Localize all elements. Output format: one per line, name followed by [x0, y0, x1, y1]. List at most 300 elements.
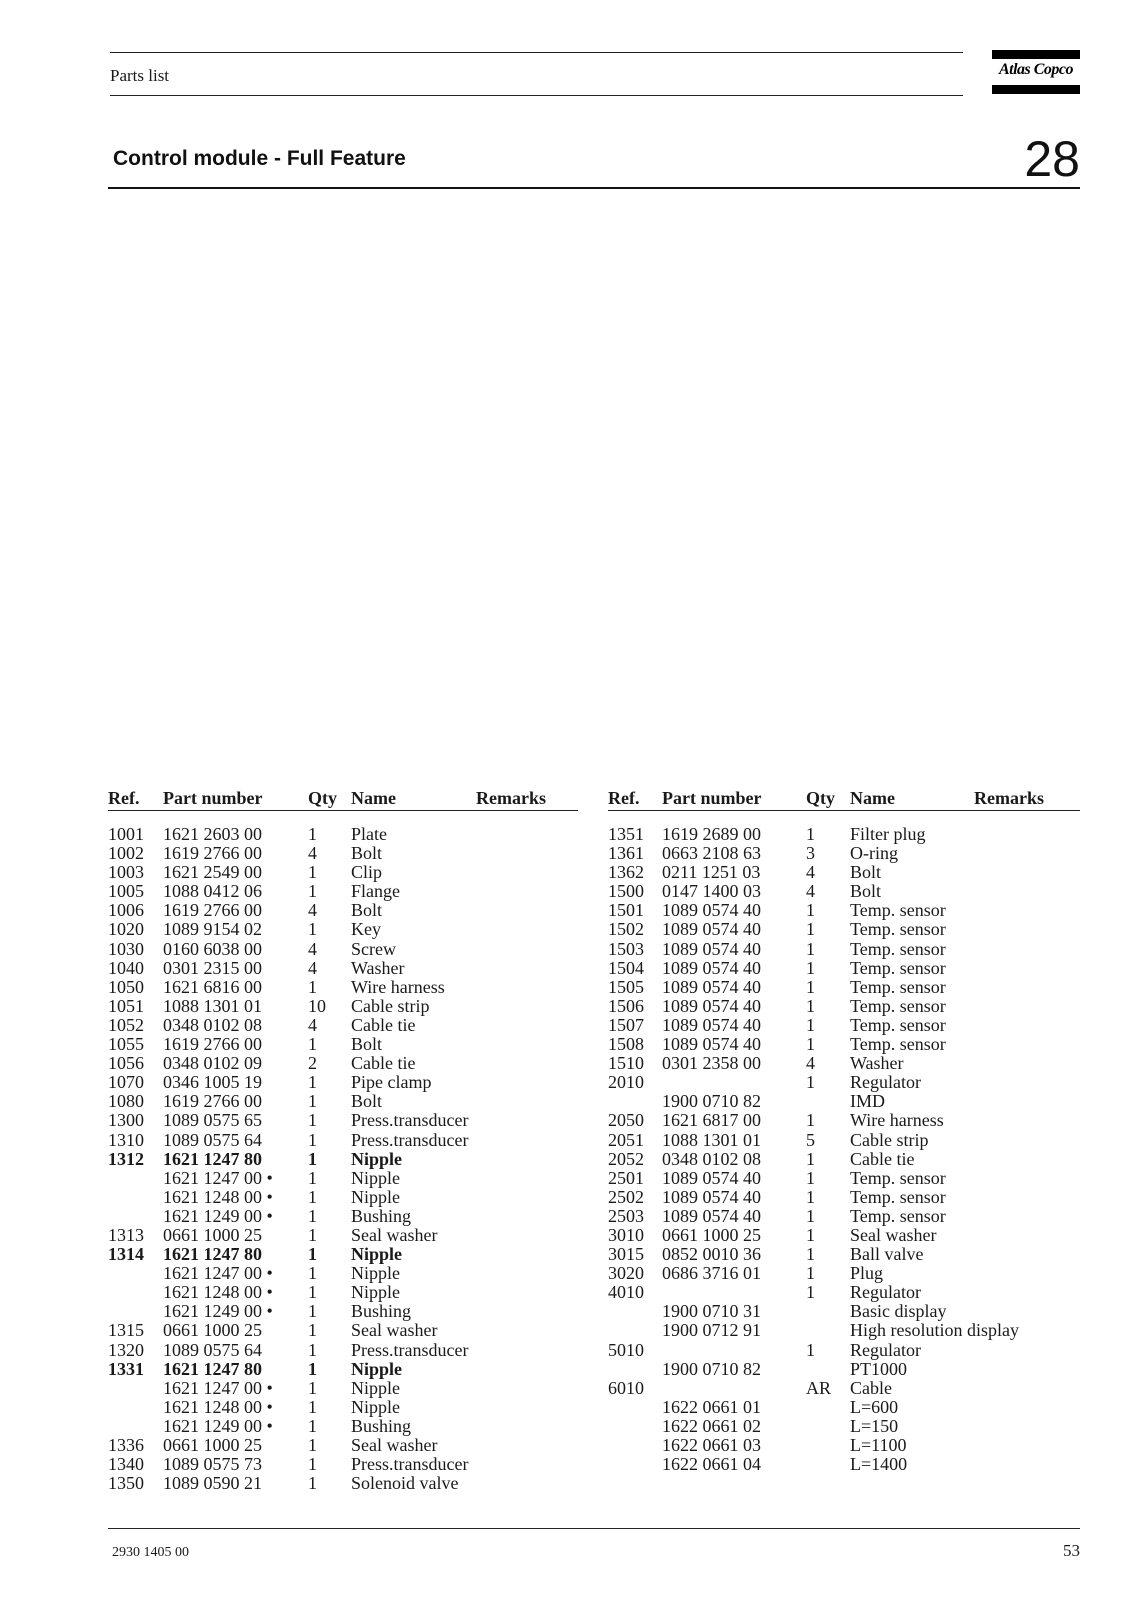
cell-qty: 1: [308, 1358, 317, 1379]
header-name: Name: [850, 788, 895, 808]
cell-name: Basic display: [850, 1301, 947, 1322]
table-row: [608, 901, 1080, 920]
cell-name: High resolution display: [850, 1320, 1019, 1341]
cell-ref: 1505: [608, 976, 644, 997]
cell-ref: 3015: [608, 1244, 644, 1265]
cell-name: Flange: [351, 881, 400, 902]
cell-ref: 1315: [108, 1320, 144, 1341]
cell-ref: 1507: [608, 1014, 644, 1035]
cell-qty: 1: [308, 1339, 317, 1360]
cell-qty: 4: [308, 957, 317, 978]
cell-part-number: 1089 0574 40: [662, 957, 761, 978]
table-row: [608, 1150, 1080, 1169]
table-row: [108, 940, 578, 959]
table-row: [108, 1150, 578, 1169]
cell-part-number: 1089 0574 40: [662, 1034, 761, 1055]
cell-part-number: 1621 1248 00 •: [163, 1396, 273, 1417]
table-row: [608, 1054, 1080, 1073]
table-row: [608, 1341, 1080, 1360]
cell-ref: 1336: [108, 1435, 144, 1455]
table-row: [108, 1169, 578, 1188]
cell-part-number: 0663 2108 63: [662, 843, 761, 864]
cell-name: Press.transducer: [351, 1110, 469, 1131]
cell-qty: 1: [308, 881, 317, 902]
cell-qty: 1: [806, 1034, 815, 1055]
table-row: [108, 1245, 578, 1264]
cell-qty: 1: [806, 1339, 815, 1360]
cell-part-number: 1619 2766 00: [163, 900, 262, 921]
table-row: [108, 978, 578, 997]
cell-part-number: 1622 0661 04: [662, 1454, 761, 1475]
cell-part-number: 0852 0010 36: [662, 1244, 761, 1265]
cell-part-number: 1089 0574 40: [662, 1167, 761, 1188]
cell-name: IMD: [850, 1091, 885, 1112]
table-row: [108, 1436, 578, 1455]
cell-name: Nipple: [351, 1148, 403, 1169]
cell-name: Bushing: [351, 1205, 412, 1226]
table-row: [108, 1302, 578, 1321]
table-row: [108, 1264, 578, 1283]
cell-qty: 1: [806, 900, 815, 921]
table-row: [108, 1398, 578, 1417]
cell-part-number: 1089 0574 40: [662, 1014, 761, 1035]
cell-name: Temp. sensor: [850, 1034, 946, 1055]
cell-ref: 1340: [108, 1454, 144, 1475]
cell-part-number: 1621 2549 00: [163, 862, 262, 883]
cell-name: Temp. sensor: [850, 1186, 946, 1207]
cell-part-number: 0301 2358 00: [662, 1053, 761, 1074]
cell-name: Temp. sensor: [850, 919, 946, 940]
cell-ref: 1506: [608, 995, 644, 1016]
table-row: [108, 1455, 578, 1474]
cell-name: L=600: [850, 1396, 899, 1417]
cell-ref: 1006: [108, 900, 144, 921]
cell-name: Temp. sensor: [850, 995, 946, 1016]
cell-ref: 1331: [108, 1358, 144, 1379]
cell-name: Nipple: [351, 1377, 400, 1398]
table-row: [608, 1360, 1080, 1379]
cell-qty: 1: [806, 1148, 815, 1169]
cell-name: Regulator: [850, 1282, 921, 1303]
table-row: [608, 940, 1080, 959]
cell-ref: 1508: [608, 1034, 644, 1055]
cell-part-number: 1088 0412 06: [163, 881, 262, 902]
logo-bottom-bar: [992, 85, 1080, 94]
cell-part-number: 1621 1247 80: [163, 1244, 262, 1265]
cell-qty: 1: [308, 1377, 317, 1398]
cell-ref: 2051: [608, 1129, 644, 1150]
cell-part-number: 1621 1248 00 •: [163, 1282, 273, 1303]
cell-name: Clip: [351, 862, 383, 883]
table-row: [608, 1131, 1080, 1150]
table-row: [108, 825, 578, 844]
cell-part-number: 0147 1400 03: [662, 881, 761, 902]
table-row: [608, 1436, 1080, 1455]
cell-ref: 1005: [108, 881, 144, 902]
cell-name: Seal washer: [850, 1224, 937, 1245]
cell-qty: 1: [308, 1186, 317, 1207]
cell-name: Bolt: [351, 1034, 383, 1055]
cell-ref: 2052: [608, 1148, 644, 1169]
cell-qty: 1: [806, 1110, 815, 1131]
cell-name: Seal washer: [351, 1435, 438, 1455]
cell-name: Press.transducer: [351, 1339, 469, 1360]
cell-part-number: 1089 0575 65: [163, 1110, 262, 1131]
cell-qty: 1: [308, 1263, 317, 1284]
logo-text: Atlas Copco: [998, 61, 1074, 78]
cell-qty: 4: [806, 862, 815, 883]
title-rule: [108, 187, 1080, 189]
cell-ref: 2502: [608, 1186, 644, 1207]
cell-name: Washer: [850, 1053, 904, 1074]
cell-name: Temp. sensor: [850, 1167, 946, 1188]
cell-qty: 1: [806, 938, 815, 959]
cell-qty: 1: [308, 1454, 317, 1475]
cell-qty: 4: [806, 881, 815, 902]
table-row: [608, 1226, 1080, 1245]
table-row: [608, 1188, 1080, 1207]
cell-name: Bolt: [351, 1091, 383, 1112]
cell-ref: 1002: [108, 843, 144, 864]
cell-qty: 1: [308, 1148, 317, 1169]
table-row: [108, 959, 578, 978]
cell-qty: 4: [308, 843, 317, 864]
cell-part-number: 1089 0574 40: [662, 1205, 761, 1226]
cell-qty: 1: [308, 1110, 317, 1131]
cell-ref: 1051: [108, 995, 144, 1016]
table-row: [608, 920, 1080, 939]
cell-ref: 1020: [108, 919, 144, 940]
cell-part-number: 0348 0102 08: [163, 1014, 262, 1035]
cell-part-number: 0348 0102 09: [163, 1053, 262, 1074]
table-row: [108, 1207, 578, 1226]
cell-qty: 1: [806, 1282, 815, 1303]
cell-qty: 4: [806, 1053, 815, 1074]
cell-part-number: 1089 0574 40: [662, 900, 761, 921]
table-row: [608, 1417, 1080, 1436]
cell-name: PT1000: [850, 1358, 908, 1379]
cell-ref: 1310: [108, 1129, 144, 1150]
table-row: [108, 1417, 578, 1436]
cell-qty: 1: [308, 1244, 317, 1265]
cell-qty: 1: [806, 1072, 815, 1093]
cell-part-number: 1089 0574 40: [662, 919, 761, 940]
cell-name: L=150: [850, 1415, 899, 1436]
cell-qty: 4: [308, 900, 317, 921]
table-row: [108, 1188, 578, 1207]
cell-qty: 1: [308, 976, 317, 997]
cell-part-number: 1089 0575 64: [163, 1129, 262, 1150]
table-header: [108, 788, 578, 811]
cell-part-number: 1900 0712 91: [662, 1320, 761, 1341]
cell-part-number: 1621 2603 00: [163, 824, 262, 844]
cell-name: Temp. sensor: [850, 1205, 946, 1226]
cell-part-number: 1619 2766 00: [163, 1091, 262, 1112]
cell-qty: 1: [806, 1014, 815, 1035]
header-qty: Qty: [806, 788, 835, 808]
cell-name: Nipple: [351, 1358, 403, 1379]
table-row: [608, 997, 1080, 1016]
cell-name: Temp. sensor: [850, 957, 946, 978]
cell-qty: 1: [308, 824, 317, 844]
table-row: [608, 1035, 1080, 1054]
table-row: [108, 1073, 578, 1092]
cell-qty: 1: [806, 976, 815, 997]
table-row: [608, 1455, 1080, 1474]
header-qty: Qty: [308, 788, 337, 808]
cell-ref: 1070: [108, 1072, 144, 1093]
cell-part-number: 0348 0102 08: [662, 1148, 761, 1169]
cell-name: Nipple: [351, 1186, 400, 1207]
header-part-number: Part number: [662, 788, 762, 808]
header-top-rule: [110, 52, 963, 53]
cell-name: Screw: [351, 938, 396, 959]
cell-ref: 4010: [608, 1282, 644, 1303]
cell-ref: 1003: [108, 862, 144, 883]
cell-qty: 1: [308, 1396, 317, 1417]
cell-qty: 1: [806, 1167, 815, 1188]
cell-part-number: 1089 0590 21: [163, 1473, 262, 1494]
cell-name: Regulator: [850, 1339, 921, 1360]
cell-ref: 3010: [608, 1224, 644, 1245]
cell-name: Wire harness: [351, 976, 445, 997]
cell-name: Pipe clamp: [351, 1072, 432, 1093]
cell-name: Filter plug: [850, 824, 926, 844]
cell-part-number: 1089 0574 40: [662, 1186, 761, 1207]
cell-part-number: 1621 1247 80: [163, 1148, 262, 1169]
cell-name: L=1100: [850, 1435, 907, 1455]
table-row: [608, 1264, 1080, 1283]
parts-table-left: [108, 788, 578, 1493]
header-part-number: Part number: [163, 788, 263, 808]
cell-qty: 3: [806, 843, 815, 864]
cell-qty: 1: [806, 995, 815, 1016]
cell-ref: 1055: [108, 1034, 144, 1055]
table-row: [608, 1207, 1080, 1226]
table-row: [608, 1016, 1080, 1035]
cell-name: Cable: [850, 1377, 892, 1398]
cell-ref: 2010: [608, 1072, 644, 1093]
table-row: [108, 1360, 578, 1379]
table-row: [608, 1302, 1080, 1321]
table-row: [108, 844, 578, 863]
table-row: [608, 959, 1080, 978]
cell-part-number: 0211 1251 03: [662, 862, 761, 883]
cell-part-number: 1621 1249 00 •: [163, 1301, 273, 1322]
cell-part-number: 1621 1247 00 •: [163, 1263, 273, 1284]
cell-name: Temp. sensor: [850, 938, 946, 959]
cell-ref: 1504: [608, 957, 644, 978]
document-number: 2930 1405 00: [112, 1545, 189, 1560]
cell-ref: 1351: [608, 824, 644, 844]
table-row: [608, 1283, 1080, 1302]
cell-part-number: 1088 1301 01: [662, 1129, 761, 1150]
cell-name: Seal washer: [351, 1224, 438, 1245]
table-row: [608, 1245, 1080, 1264]
cell-qty: 1: [806, 824, 815, 844]
cell-ref: 1501: [608, 900, 644, 921]
section-number: 28: [1024, 131, 1080, 187]
cell-name: Bolt: [850, 881, 882, 902]
cell-name: Bolt: [850, 862, 882, 883]
table-row: [608, 1169, 1080, 1188]
table-row: [108, 1131, 578, 1150]
cell-name: Bolt: [351, 900, 383, 921]
table-row: [108, 1379, 578, 1398]
cell-part-number: 1622 0661 02: [662, 1415, 761, 1436]
cell-name: Cable tie: [351, 1014, 416, 1035]
table-row: [108, 1016, 578, 1035]
cell-ref: 2503: [608, 1205, 644, 1226]
table-body: [108, 811, 578, 1493]
table-row: [108, 1111, 578, 1130]
cell-ref: 1361: [608, 843, 644, 864]
cell-name: O-ring: [850, 843, 898, 864]
cell-name: Seal washer: [351, 1320, 438, 1341]
cell-qty: 1: [806, 1186, 815, 1207]
cell-qty: 1: [308, 1167, 317, 1188]
cell-qty: 1: [308, 1129, 317, 1150]
cell-ref: 1312: [108, 1148, 144, 1169]
cell-name: Wire harness: [850, 1110, 944, 1131]
cell-qty: 1: [308, 1205, 317, 1226]
table-row: [108, 901, 578, 920]
cell-ref: 1040: [108, 957, 144, 978]
cell-qty: AR: [806, 1377, 832, 1398]
table-row: [608, 863, 1080, 882]
cell-name: Temp. sensor: [850, 1014, 946, 1035]
table-row: [608, 882, 1080, 901]
cell-ref: 1030: [108, 938, 144, 959]
header-ref: Ref.: [108, 788, 140, 808]
cell-part-number: 1089 0575 73: [163, 1454, 262, 1475]
cell-qty: 1: [308, 1282, 317, 1303]
cell-name: Temp. sensor: [850, 976, 946, 997]
header-label: Parts list: [110, 66, 170, 85]
cell-name: Plate: [351, 824, 387, 844]
cell-part-number: 1621 6816 00: [163, 976, 262, 997]
cell-ref: 1503: [608, 938, 644, 959]
cell-part-number: 1619 2766 00: [163, 843, 262, 864]
cell-ref: 1001: [108, 824, 144, 844]
cell-name: Regulator: [850, 1072, 921, 1093]
cell-part-number: 0661 1000 25: [163, 1435, 262, 1455]
cell-qty: 1: [806, 1244, 815, 1265]
cell-ref: 5010: [608, 1339, 644, 1360]
cell-ref: 1052: [108, 1014, 144, 1035]
cell-name: Bolt: [351, 843, 383, 864]
cell-qty: 1: [308, 1224, 317, 1245]
cell-ref: 1080: [108, 1091, 144, 1112]
cell-part-number: 0346 1005 19: [163, 1072, 262, 1093]
cell-part-number: 0661 1000 25: [163, 1224, 262, 1245]
table-row: [108, 997, 578, 1016]
cell-part-number: 1900 0710 82: [662, 1091, 761, 1112]
cell-ref: 1314: [108, 1244, 144, 1265]
cell-qty: 1: [308, 919, 317, 940]
cell-qty: 1: [308, 1091, 317, 1112]
table-row: [608, 1379, 1080, 1398]
cell-name: Nipple: [351, 1244, 403, 1265]
cell-name: Cable strip: [850, 1129, 929, 1150]
table-row: [108, 1054, 578, 1073]
header-bottom-rule: [110, 95, 963, 96]
cell-part-number: 1621 1247 80: [163, 1358, 262, 1379]
cell-name: Cable tie: [850, 1148, 915, 1169]
cell-qty: 2: [308, 1053, 317, 1074]
cell-name: Ball valve: [850, 1244, 924, 1265]
cell-ref: 1300: [108, 1110, 144, 1131]
table-header: [608, 788, 1080, 811]
cell-part-number: 1621 1247 00 •: [163, 1167, 273, 1188]
cell-qty: 1: [806, 1263, 815, 1284]
table-body: [608, 811, 1080, 1474]
cell-part-number: 1089 0574 40: [662, 995, 761, 1016]
cell-qty: 1: [308, 1415, 317, 1436]
cell-qty: 1: [806, 919, 815, 940]
cell-part-number: 0160 6038 00: [163, 938, 262, 959]
cell-part-number: 1089 0575 64: [163, 1339, 262, 1360]
cell-part-number: 1621 6817 00: [662, 1110, 761, 1131]
cell-qty: 4: [308, 1014, 317, 1035]
table-row: [608, 825, 1080, 844]
cell-part-number: 0661 1000 25: [662, 1224, 761, 1245]
cell-part-number: 1089 9154 02: [163, 919, 262, 940]
cell-qty: 1: [308, 1072, 317, 1093]
cell-part-number: 1900 0710 82: [662, 1358, 761, 1379]
cell-qty: 1: [308, 1473, 317, 1494]
cell-qty: 1: [308, 1435, 317, 1455]
cell-ref: 1362: [608, 862, 644, 883]
cell-part-number: 1619 2766 00: [163, 1034, 262, 1055]
header-name: Name: [351, 788, 396, 808]
cell-ref: 2501: [608, 1167, 644, 1188]
cell-part-number: 0301 2315 00: [163, 957, 262, 978]
cell-ref: 1500: [608, 881, 644, 902]
cell-part-number: 1621 1248 00 •: [163, 1186, 273, 1207]
cell-name: Plug: [850, 1263, 884, 1284]
table-row: [108, 1283, 578, 1302]
cell-part-number: 1622 0661 01: [662, 1396, 761, 1417]
footer-rule: [108, 1528, 1080, 1529]
cell-qty: 1: [806, 957, 815, 978]
cell-qty: 1: [806, 1205, 815, 1226]
cell-name: Temp. sensor: [850, 900, 946, 921]
cell-part-number: 1619 2689 00: [662, 824, 761, 844]
cell-part-number: 1089 0574 40: [662, 976, 761, 997]
table-row: [608, 1092, 1080, 1111]
cell-name: Solenoid valve: [351, 1473, 459, 1494]
cell-ref: 1050: [108, 976, 144, 997]
cell-qty: 1: [806, 1224, 815, 1245]
page-number: 53: [1063, 1541, 1080, 1560]
cell-qty: 1: [308, 1320, 317, 1341]
table-row: [608, 844, 1080, 863]
header-remarks: Remarks: [974, 788, 1044, 808]
page-title: Control module - Full Feature: [113, 147, 406, 170]
cell-part-number: 1621 1249 00 •: [163, 1205, 273, 1226]
table-row: [108, 1092, 578, 1111]
table-row: [108, 863, 578, 882]
cell-qty: 1: [308, 1301, 317, 1322]
cell-qty: 1: [308, 1034, 317, 1055]
cell-name: Nipple: [351, 1282, 400, 1303]
cell-name: Bushing: [351, 1415, 412, 1436]
cell-part-number: 1622 0661 03: [662, 1435, 761, 1455]
cell-ref: 2050: [608, 1110, 644, 1131]
cell-part-number: 1621 1247 00 •: [163, 1377, 273, 1398]
cell-name: Press.transducer: [351, 1129, 469, 1150]
